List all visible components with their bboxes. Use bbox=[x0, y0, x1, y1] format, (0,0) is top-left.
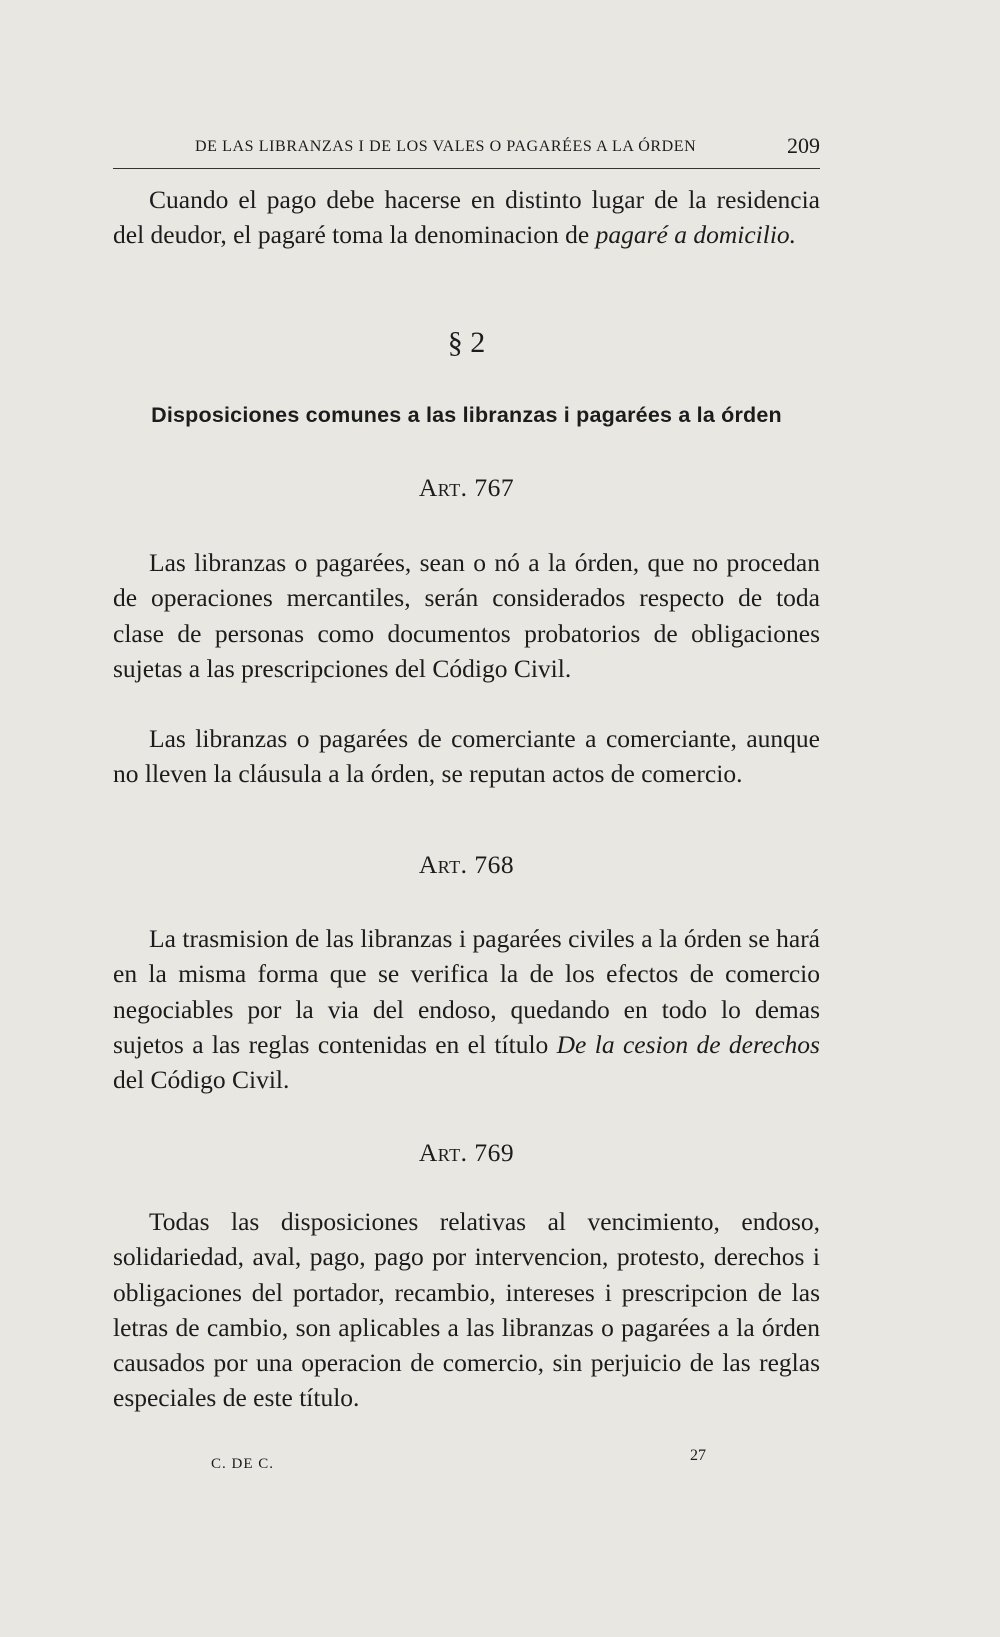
article-767-paragraph-2: Las libranzas o pagarées de comerciante a comerciante, aunque no lleven la cláusula a la órden, se reputan actos de comercio. bbox=[113, 724, 820, 789]
intro-paragraph bbox=[113, 182, 820, 253]
article-767-paragraph-1: Las libranzas o pagarées, sean o nó a la órden, que no procedan de operaciones mercantiles, serán considerados respecto de toda clase de personas como documentos probatorios de obligaciones sujetas a las prescripciones del Código Civil. bbox=[113, 548, 820, 683]
article-768-text-end: del Código Civil. bbox=[113, 1065, 290, 1095]
intro-italic-term: pagaré a domicilio. bbox=[595, 220, 797, 250]
article-768-italic-title: De la cesion de derechos bbox=[556, 1029, 820, 1059]
section-mark: § 2 bbox=[447, 326, 486, 359]
article-769-heading: Art. 769 bbox=[418, 1138, 515, 1167]
article-768-text: La trasmision de las libranzas i pagarées civiles a la órden se hará en la misma forma que se verifica la de los efectos de comercio negociables por la via del endoso, quedando en todo lo demas sujetos a las reglas contenidas en el título bbox=[113, 924, 820, 1059]
page-number: 209 bbox=[787, 133, 820, 158]
article-769-paragraph: Todas las disposiciones relativas al vencimiento, endoso, solidariedad, aval, pago, pago por intervencion, protesto, derechos i obligaciones del portador, recambio, intereses i prescripcion de las letras de cambio, son aplicables a las libranzas o pagarées a la órden causados por una operacion de comercio, sin perjuicio de las reglas especiales de este título. bbox=[113, 1207, 820, 1413]
intro-text: Cuando el pago debe hacerse en distinto lugar de la residencia del deudor, el pagaré toma la denominacion de bbox=[113, 185, 820, 250]
signature-mark: C. DE C. bbox=[211, 1456, 275, 1472]
article-768-heading: Art. 768 bbox=[418, 850, 515, 879]
running-head bbox=[113, 128, 820, 169]
article-767-heading: Art. 767 bbox=[418, 473, 515, 502]
running-title: DE LAS LIBRANZAS I DE LOS VALES O PAGARÉES A LA ÓRDEN bbox=[195, 138, 697, 155]
gathering-folio: 27 bbox=[690, 1447, 706, 1464]
section-heading: Disposiciones comunes a las libranzas i pagarées a la órden bbox=[151, 403, 782, 427]
article-768-paragraph bbox=[113, 921, 820, 1097]
